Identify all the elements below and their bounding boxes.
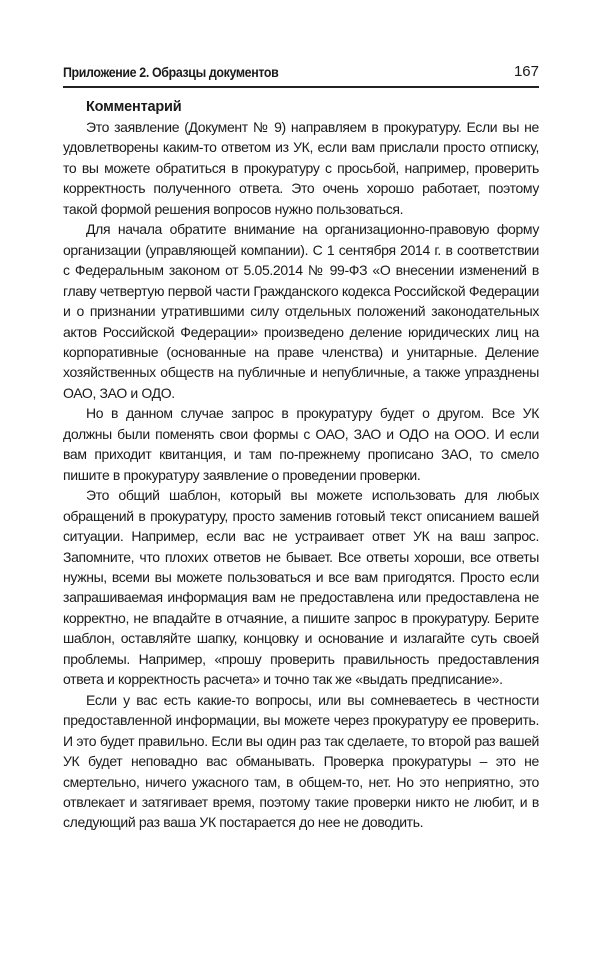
comment-heading: Комментарий <box>86 99 182 115</box>
section-title: Приложение 2. Образцы документов <box>63 65 279 80</box>
paragraph-1: Это заявление (Документ № 9) направляем в прокуратуру. Если вы не удовлетворены каким-то ответом из УК, если вам прислали просто отписку, то вы можете обратиться в прокуратуру с просьбой, например, проверить корректность полученного ответа. Это очень хорошо работает, поэтому такой формой решения вопросов нужно пользоваться. <box>63 119 539 217</box>
header-rule <box>63 86 539 88</box>
paragraph-2: Для начала обратите внимание на организационно-правовую форму организации (управляющей компании). С 1 сентября 2014 г. в соответствии с Федеральным законом от 5.05.2014 № 99-ФЗ «О внесении изменений в главу четвертую первой части Гражданского кодекса Российской Федерации и о признании утратившими силу отдельных положений законодательных актов Российской Федерации» произведено деление юридических лиц на корпоративные (основанные на праве членства) и унитарные. Деление хозяйственных обществ на публичные и непубличные, а также упразднены ОАО, ЗАО и ОДО. <box>63 221 539 401</box>
paragraph-3: Но в данном случае запрос в прокуратуру будет о другом. Все УК должны были поменять свои формы с ОАО, ЗАО и ОДО на ООО. И если вам приходит квитанция, и там по-прежнему прописано ЗАО, то смело пишите в прокуратуру заявление о проведении проверки. <box>63 405 539 483</box>
running-header <box>63 61 539 83</box>
paragraph-4: Это общий шаблон, который вы можете использовать для любых обращений в прокуратуру, просто заменив готовый текст описанием вашей ситуации. Например, если вас не устраивает ответ УК на ваш запрос. Запомните, что плохих ответов не бывает. Все ответы хороши, все ответы нужны, всеми вы можете пользоваться и все вам пригодятся. Просто если запрашиваемая информация вам не предоставлена или предоставлена не корректно, не впадайте в отчаяние, а пишите запрос в прокуратуру. Берите шаблон, оставляйте шапку, концовку и основание и излагайте суть своей проблемы. Например, «прошу проверить правильность предоставления ответа и корректность расчета» и точно так же «выдать предписание». <box>63 487 539 688</box>
comment-section <box>63 97 539 833</box>
page-number: 167 <box>513 63 539 80</box>
paragraph-5: Если у вас есть какие-то вопросы, или вы сомневаетесь в честности предоставленной информации, вы можете через прокуратуру ее проверить. И это будет правильно. Если вы один раз так сделаете, то второй раз вашей УК будет неповадно вас обманывать. Проверка прокуратуры – это не смертельно, ничего ужасного там, в общем-то, нет. Но это неприятно, это отвлекает и затягивает время, поэтому такие проверки никто не любит, и в следующий раз ваша УК постарается до нее не доводить. <box>63 691 539 831</box>
